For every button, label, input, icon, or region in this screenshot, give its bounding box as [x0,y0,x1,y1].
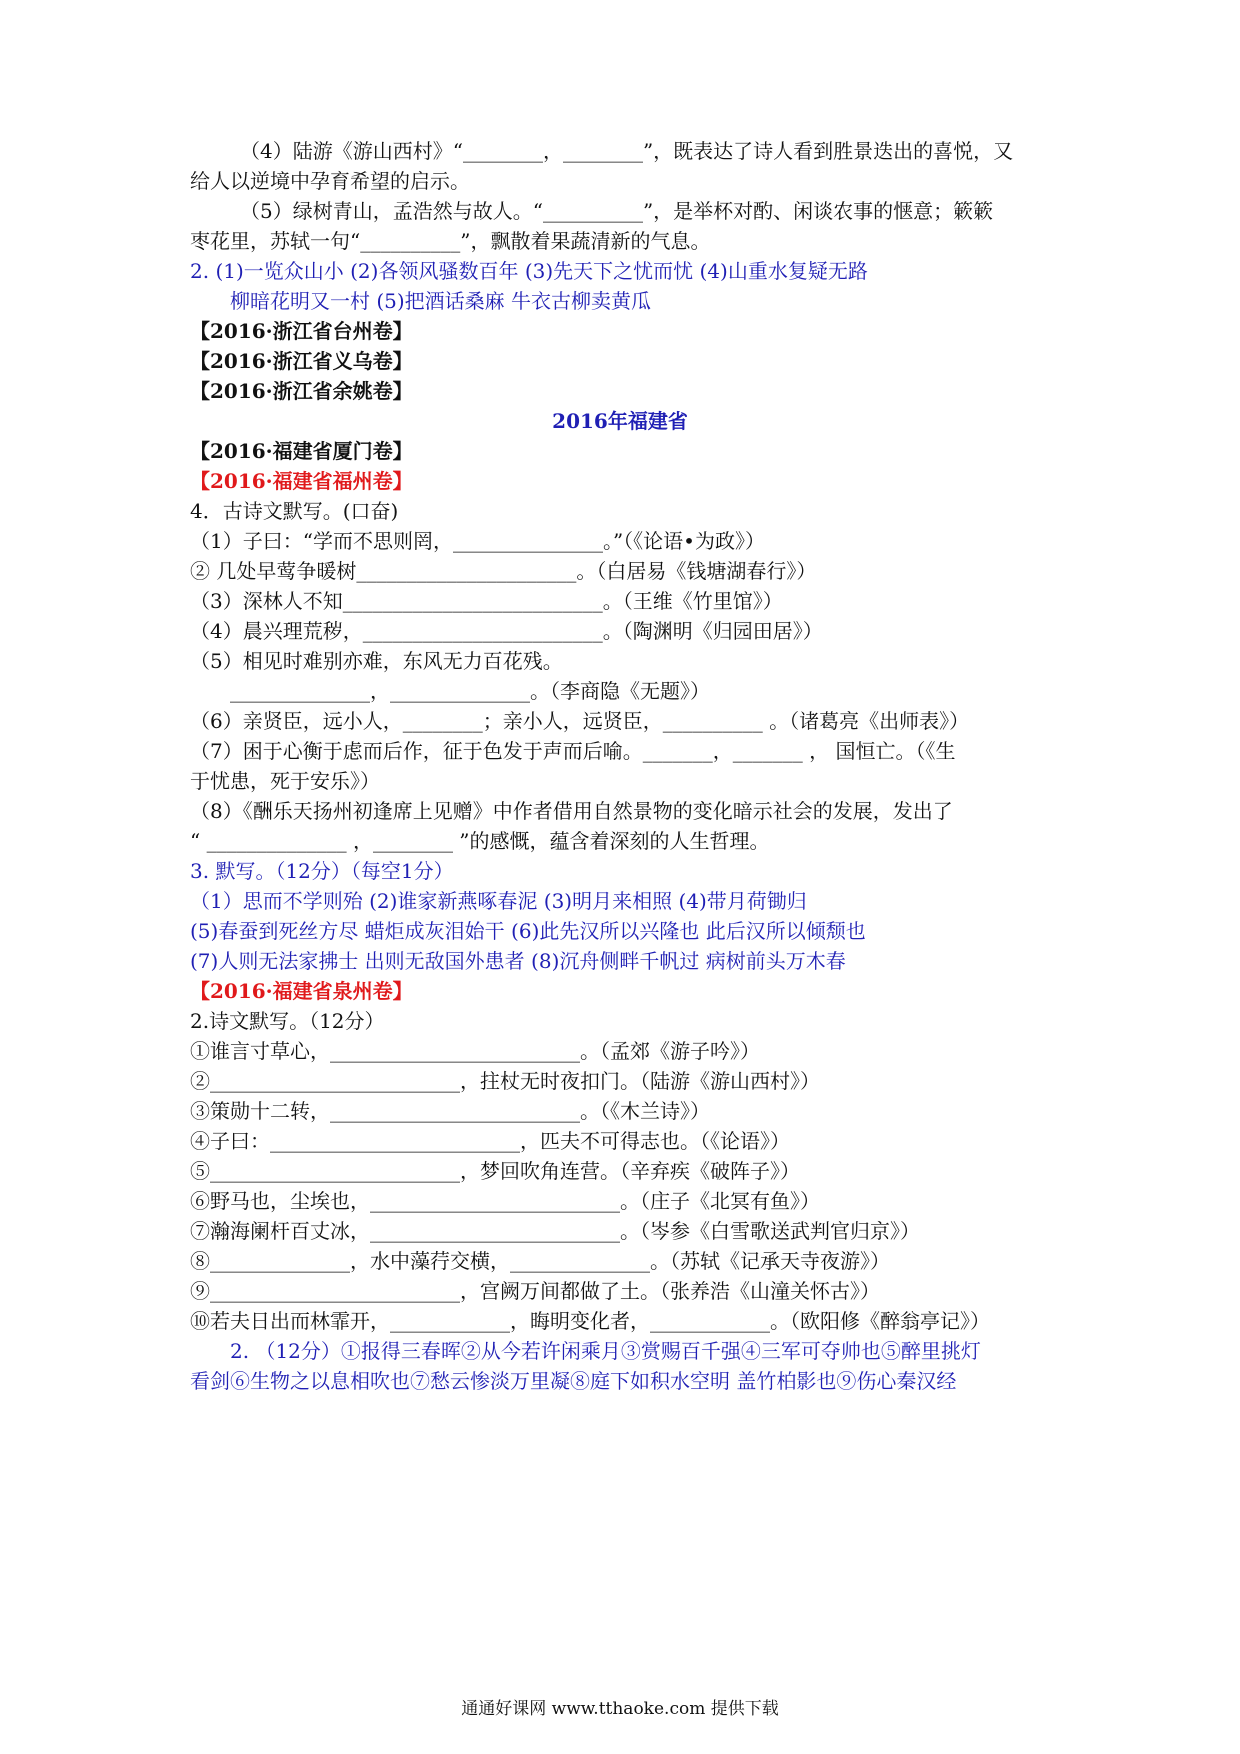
fuzhou-answer-line1: （1）思而不学则殆 (2)谁家新燕啄春泥 (3)明月来相照 (4)带月荷锄归 [190,889,807,913]
page-footer: 通通好课网 www.tthaoke.com 提供下载 [461,1699,779,1719]
province-title: 2016年福建省 [552,409,688,433]
quanzhou-item-10: ⑩若夫日出而林霏开，____________，晦明变化者，____________。（欧阳修《醉翁亭记》） [190,1309,990,1333]
fuzhou-item-8: （8）《酬乐天扬州初逢席上见赠》中作者借用自然景物的变化暗示社会的发展，发出了 [190,799,953,823]
fuzhou-item-5: （5）相见时难别亦难，东风无力百花残。 [190,649,563,673]
section-heading-quanzhou: 【2016·福建省泉州卷】 [190,979,413,1003]
answer-2-line1: 2. (1)一览众山小 (2)各领风骚数百年 (3)先天下之忧而忧 (4)山重水复疑无路 [190,259,868,283]
fuzhou-item-8-cont: “ ______________ ，________ ”的感慨，蕴含着深刻的人生哲理。 [190,829,770,853]
section-heading-yuyao: 【2016·浙江省余姚卷】 [190,379,413,403]
section-heading-yiwu: 【2016·浙江省义乌卷】 [190,349,413,373]
question-5-line1: （5）绿树青山，孟浩然与故人。“__________”，是举杯对酌、闲谈农事的惬意；簌簌 [240,199,994,223]
fuzhou-answer-line3: (7)人则无法家拂士 出则无敌国外患者 (8)沉舟侧畔千帆过 病树前头万木春 [190,949,846,973]
fuzhou-item-7: （7）困于心衡于虑而后作，征于色发于声而后喻。_______，_______ ， 国恒亡。（《生 [190,739,956,763]
quanzhou-item-5: ⑤_________________________，梦回吹角连营。（辛弃疾《破阵子》） [190,1159,800,1183]
fuzhou-item-2: ② 几处早莺争暖树______________________。（白居易《钱塘湖春行》） [190,559,817,583]
fuzhou-item-1: （1）子曰：“学而不思则罔，_______________。”（《论语•为政》） [190,529,765,553]
quanzhou-answer-line1: 2. （12分）①报得三春晖②从今若许闲乘月③赏赐百千强④三军可夺帅也⑤醉里挑灯 [230,1339,981,1363]
quanzhou-item-3: ③策勋十二转，_________________________。（《木兰诗》） [190,1099,710,1123]
quanzhou-item-7: ⑦瀚海阑杆百丈冰，_________________________。（岑参《白雪歌送武判官归京》） [190,1219,920,1243]
quanzhou-item-4: ④子曰：_________________________，匹夫不可得志也。（《论语》） [190,1129,790,1153]
quanzhou-item-8: ⑧______________，水中藻荇交横，______________。（苏轼《记承天寺夜游》） [190,1249,890,1273]
fuzhou-item-3: （3）深林人不知__________________________。（王维《竹里馆》） [190,589,783,613]
fuzhou-question-title: 4．古诗文默写。(口奋) [190,499,399,523]
fuzhou-item-4: （4）晨兴理荒秽，________________________。（陶渊明《归园田居》） [190,619,823,643]
quanzhou-answer-line2: 看剑⑥生物之以息相吹也⑦愁云惨淡万里凝⑧庭下如积水空明 盖竹柏影也⑨伤心秦汉经 [190,1369,957,1393]
section-heading-fuzhou: 【2016·福建省福州卷】 [190,469,413,493]
question-5-line2: 枣花里，苏轼一句“__________”，飘散着果蔬清新的气息。 [190,229,711,253]
fuzhou-answer-title: 3. 默写。（12分）（每空1分） [190,859,454,883]
question-4-line2: 给人以逆境中孕育希望的启示。 [190,169,470,193]
section-heading-xiamen: 【2016·福建省厦门卷】 [190,439,413,463]
fuzhou-item-7-cont: 于忧患，死于安乐》） [190,769,380,793]
quanzhou-question-title: 2.诗文默写。（12分） [190,1009,385,1033]
quanzhou-item-1: ①谁言寸草心，_________________________。（孟郊《游子吟》） [190,1039,760,1063]
fuzhou-answer-line2: (5)春蚕到死丝方尽 蜡炬成灰泪始干 (6)此先汉所以兴隆也 此后汉所以倾颓也 [190,919,866,943]
section-heading-taizhou: 【2016·浙江省台州卷】 [190,319,413,343]
answer-2-line2: 柳暗花明又一村 (5)把酒话桑麻 牛衣古柳卖黄瓜 [230,289,652,313]
quanzhou-item-6: ⑥野马也，尘埃也，_________________________。（庄子《北冥有鱼》） [190,1189,820,1213]
fuzhou-item-6: （6）亲贤臣，远小人，________；亲小人，远贤臣，__________ 。（诸葛亮《出师表》） [190,709,970,733]
fuzhou-item-5-blanks: ______________，______________。（李商隐《无题》） [230,679,710,703]
quanzhou-item-9: ⑨_________________________，宫阙万间都做了土。（张养浩《山潼关怀古》） [190,1279,880,1303]
quanzhou-item-2: ②_________________________，拄杖无时夜扣门。（陆游《游山西村》） [190,1069,820,1093]
question-4-line1: （4）陆游《游山西村》“________，________”，既表达了诗人看到胜景迭出的喜悦，又 [240,139,1014,163]
